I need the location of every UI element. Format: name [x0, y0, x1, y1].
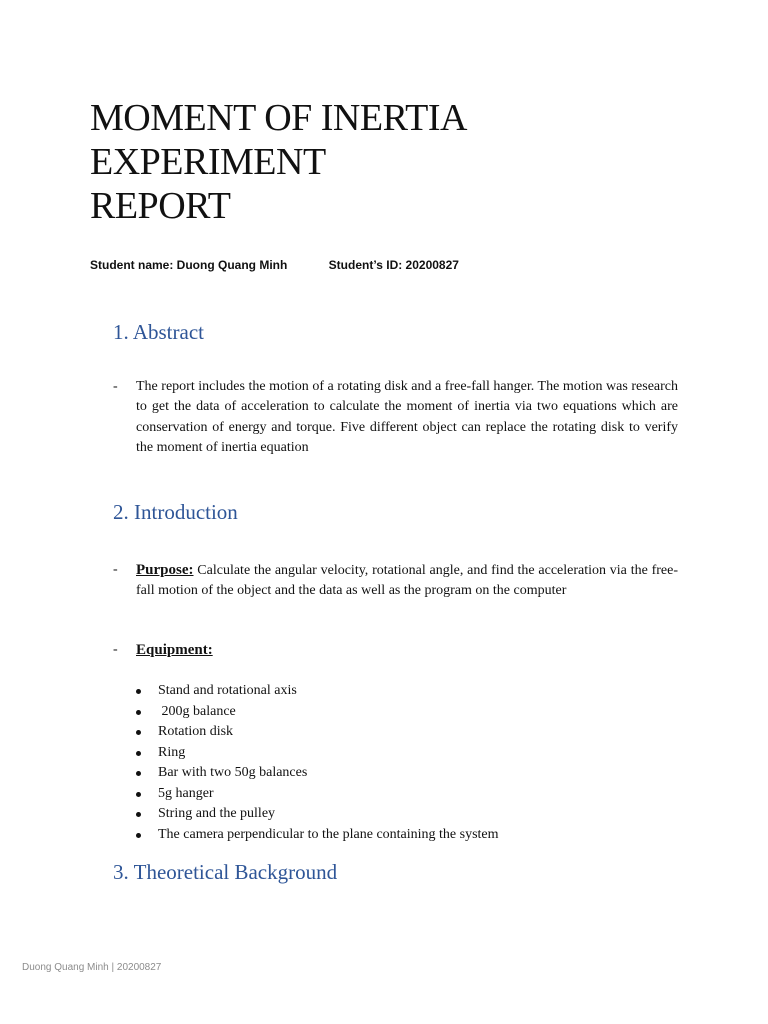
report-title	[90, 96, 690, 228]
list-item	[136, 681, 499, 702]
student-name: Student name: Duong Quang Minh	[90, 258, 288, 272]
dash-marker: -	[113, 562, 118, 577]
student-info	[90, 258, 459, 272]
list-item	[136, 804, 499, 825]
bullet-icon	[136, 751, 141, 756]
list-item	[136, 702, 499, 723]
list-item	[136, 784, 499, 805]
list-item	[136, 763, 499, 784]
title-line: REPORT	[90, 185, 231, 227]
equipment-item-label: The camera perpendicular to the plane containing the system	[158, 826, 499, 842]
introduction-heading: 2. Introduction	[113, 500, 238, 524]
bullet-icon	[136, 833, 141, 838]
title-line: MOMENT OF INERTIA	[90, 97, 467, 139]
title-line: EXPERIMENT	[90, 141, 326, 183]
abstract-text: The report includes the motion of a rotating disk and a free-fall hanger. The motion was research to get the data of acceleration to calculate the moment of inertia via two equations which are conservation of energy and torque. Five different object can replace the rotating disk to verify the moment of inertia equation	[136, 379, 678, 455]
equipment-list	[136, 681, 499, 845]
equipment-item-label: String and the pulley	[158, 806, 276, 821]
equipment-item-label: 5g hanger	[158, 785, 214, 801]
bullet-icon	[136, 730, 141, 735]
list-item	[136, 825, 499, 846]
purpose-label: Purpose:	[136, 562, 194, 578]
bullet-icon	[136, 792, 141, 797]
list-item	[136, 743, 499, 764]
bullet-icon	[136, 812, 141, 817]
purpose-item	[113, 560, 678, 602]
equipment-item	[113, 640, 678, 661]
equipment-label: Equipment:	[136, 642, 213, 658]
abstract-item	[113, 377, 678, 458]
equipment-item-label: Stand and rotational axis	[158, 683, 297, 698]
theory-heading: 3. Theoretical Background	[113, 860, 338, 884]
equipment-item-label: Rotation disk	[158, 724, 234, 739]
abstract-heading: 1. Abstract	[113, 320, 204, 344]
purpose-text: Calculate the angular velocity, rotational angle, and find the acceleration via the free-fall motion of the object and the data as well as the program on the computer	[136, 563, 678, 599]
equipment-item-label: Ring	[158, 744, 186, 760]
dash-marker: -	[113, 379, 118, 394]
bullet-icon	[136, 710, 141, 715]
list-item	[136, 722, 499, 743]
page-footer: Duong Quang Minh | 20200827	[22, 962, 162, 973]
equipment-paragraph	[136, 640, 678, 661]
equipment-item-label: Bar with two 50g balances	[158, 765, 308, 780]
dash-marker: -	[113, 642, 118, 657]
bullet-icon	[136, 771, 141, 776]
bullet-icon	[136, 689, 141, 694]
equipment-item-label: 200g balance	[158, 703, 236, 719]
student-id: Student’s ID: 20200827	[328, 258, 459, 272]
purpose-paragraph	[136, 560, 678, 602]
